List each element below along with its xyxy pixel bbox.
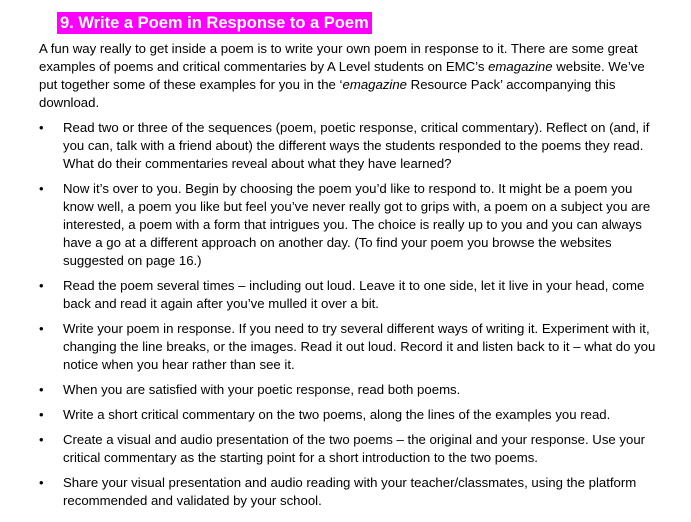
list-item bbox=[39, 320, 659, 374]
list-item bbox=[39, 474, 659, 510]
bullet-icon: • bbox=[39, 475, 44, 490]
bullet-icon: • bbox=[39, 432, 44, 447]
list-item-text: When you are satisfied with your poetic response, read both poems. bbox=[63, 382, 461, 397]
list-item bbox=[39, 431, 659, 467]
list-item bbox=[39, 406, 659, 424]
intro-paragraph bbox=[39, 40, 659, 112]
list-item-text: Write your poem in response. If you need to try several different ways of writing it. Experiment with it, changing the line breaks, or the images. Read it out loud. Record it and listen back to it – what do you notice when you hear rather than see it. bbox=[63, 321, 656, 372]
emagazine-term-2: emagazine bbox=[342, 77, 408, 92]
list-item-text: Read the poem several times – including out loud. Leave it to one side, let it live in your head, come back and read it again after you’ve mulled it over a bit. bbox=[63, 278, 645, 311]
list-item bbox=[39, 119, 659, 173]
intro-text-1: A fun way really to get inside a poem is to write your own poem in response to it. There are some great examples of poems and critical commentaries by A Level students on EMC’s bbox=[39, 41, 638, 74]
bullet-icon: • bbox=[39, 407, 44, 422]
list-item-text: Share your visual presentation and audio reading with your teacher/classmates, using the platform recommended and validated by your school. bbox=[63, 475, 637, 508]
emagazine-term-1: emagazine bbox=[488, 59, 553, 74]
list-item-text: Read two or three of the sequences (poem, poetic response, critical commentary). Reflect on (and, if you can, talk with a friend about) the different ways the students responded to the poems they read. What do their commentaries reveal about what they have learned? bbox=[63, 120, 650, 171]
intro-text-3: Resource Pack’ accompanying this download. bbox=[39, 77, 616, 110]
bullet-icon: • bbox=[39, 278, 44, 293]
list-item bbox=[39, 381, 659, 399]
section-heading: 9. Write a Poem in Response to a Poem bbox=[57, 12, 372, 34]
bullet-icon: • bbox=[39, 120, 44, 135]
intro-text-2: website. We’ve put together some of these examples for you in the ‘ bbox=[39, 59, 645, 92]
list-item bbox=[39, 277, 659, 313]
bullet-icon: • bbox=[39, 382, 44, 397]
list-item-text: Write a short critical commentary on the two poems, along the lines of the examples you read. bbox=[63, 407, 611, 422]
document-page bbox=[39, 12, 659, 517]
bullet-icon: • bbox=[39, 321, 44, 336]
list-item bbox=[39, 180, 659, 270]
bullet-icon: • bbox=[39, 181, 44, 196]
list-item-text: Create a visual and audio presentation of the two poems – the original and your response. Use your critical commentary as the starting point for a short introduction to the two poems. bbox=[63, 432, 646, 465]
list-item-text: Now it’s over to you. Begin by choosing the poem you’d like to respond to. It might be a poem you know well, a poem you like but feel you’ve never really got to grips with, a poem on a subject you are interested, a poem with a form that intrigues you. The choice is really up to you and you can always have a go at a different approach on another day. (To find your poem you browse the websites suggested on page 16.) bbox=[63, 181, 651, 268]
instruction-list bbox=[39, 119, 659, 510]
